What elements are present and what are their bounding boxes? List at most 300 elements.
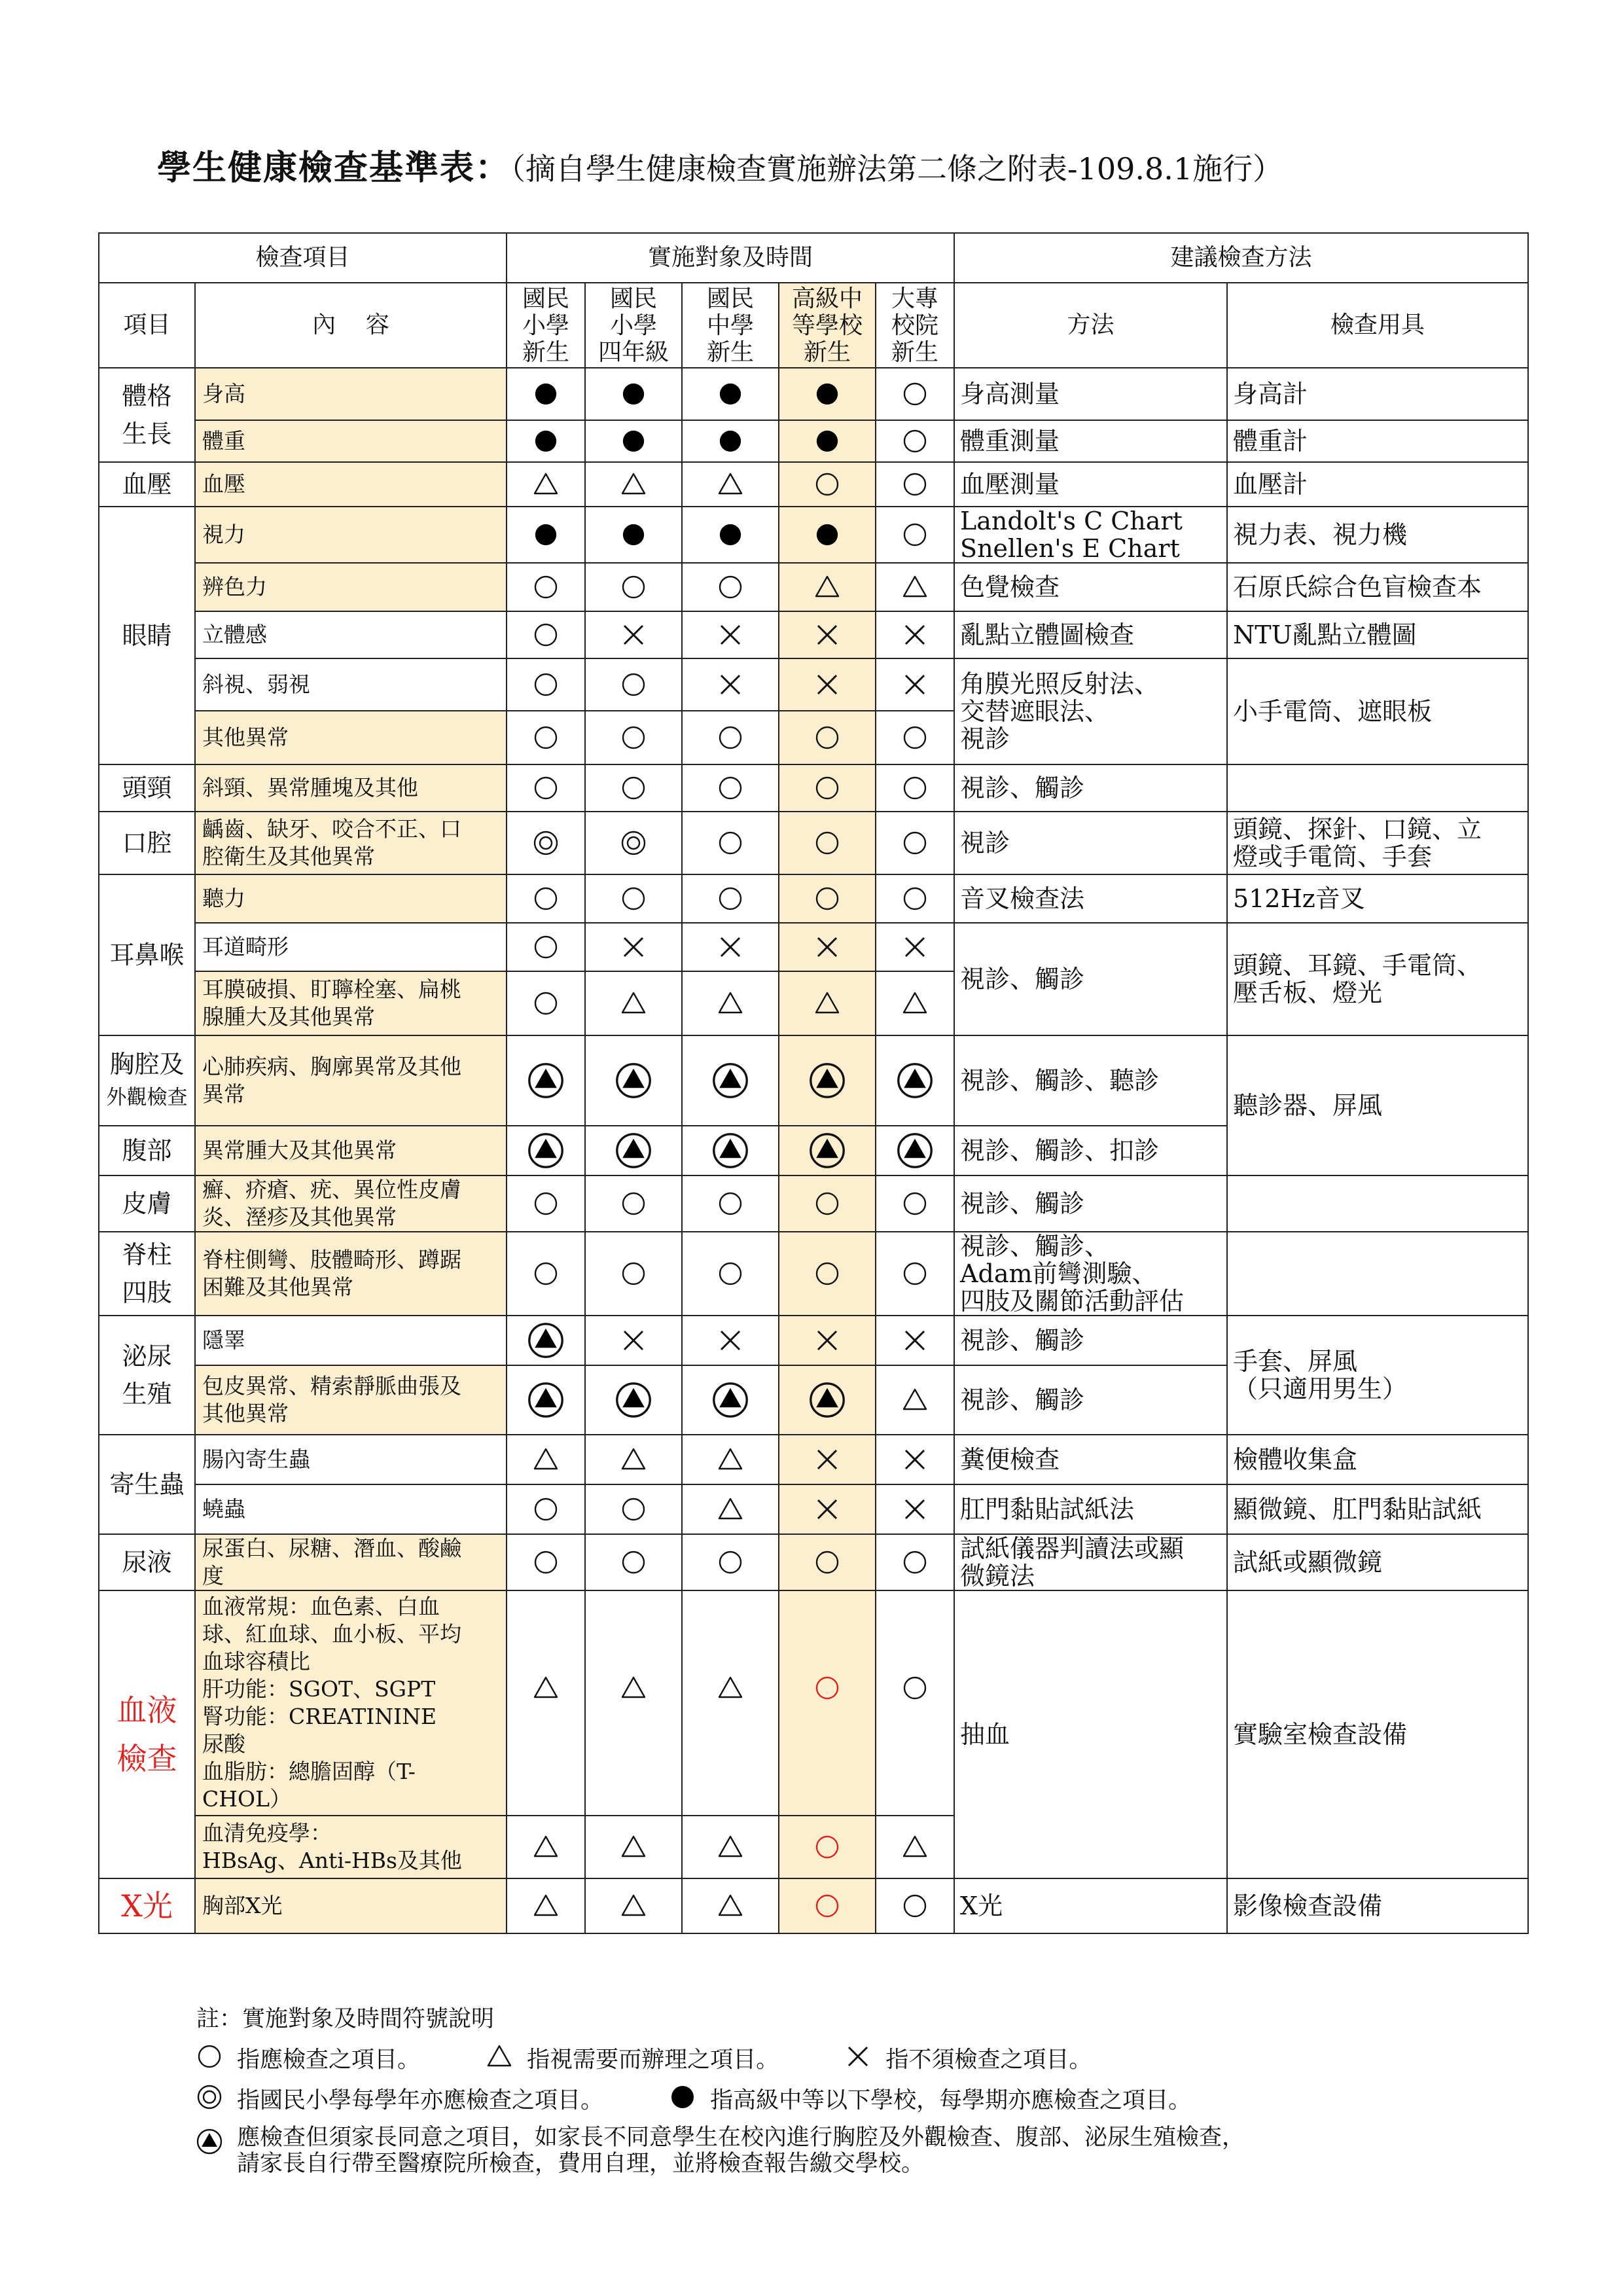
- content-cell: [195, 462, 507, 507]
- mark-cell: [507, 420, 585, 462]
- mark-cell: [507, 764, 585, 812]
- mark-cell: [585, 658, 682, 711]
- triangle-icon: [814, 574, 840, 600]
- open-circle-icon: [717, 1549, 743, 1575]
- content-line: 腎功能：CREATININE: [202, 1704, 437, 1729]
- mark-cell: [682, 1316, 779, 1365]
- triangle-icon: [717, 1496, 743, 1522]
- double-circle-icon: [533, 830, 559, 856]
- triangle-icon: [533, 1675, 559, 1701]
- filled-circle-icon: [621, 382, 646, 406]
- mark-cell: [682, 1878, 779, 1933]
- category-line: 血液: [116, 1693, 177, 1728]
- triangle-in-circle-icon: [527, 1322, 564, 1359]
- open-circle-icon: [533, 1549, 559, 1575]
- mark-cell: [682, 874, 779, 923]
- mark-cell: [876, 1484, 954, 1534]
- content-line: 炎、溼疹及其他異常: [202, 1204, 397, 1230]
- mark-cell: [585, 1590, 682, 1816]
- mark-cell: [682, 1816, 779, 1878]
- open-circle-icon: [902, 886, 928, 912]
- triangle-in-circle-icon: [527, 1062, 564, 1099]
- title-source: （摘自學生健康檢查實施辦法第二條之附表-109.8.1施行）: [510, 151, 1283, 187]
- content-line: 斜視、弱視: [202, 672, 310, 697]
- open-circle-icon: [533, 725, 559, 751]
- open-circle-icon: [902, 1261, 928, 1287]
- method-line: 視診、觸診、: [960, 1232, 1110, 1261]
- open-circle-icon: [533, 990, 559, 1016]
- mark-cell: [779, 658, 876, 711]
- method-cell: [954, 563, 1227, 611]
- triangle-icon: [814, 990, 840, 1016]
- mark-cell: [876, 1365, 954, 1435]
- header-group-1: [507, 283, 585, 368]
- content-line: HBsAg、Anti-HBs及其他: [202, 1848, 462, 1873]
- mark-cell: [507, 368, 585, 420]
- method-line: 音叉檢查法: [960, 884, 1085, 913]
- open-circle-icon: [533, 1191, 559, 1217]
- method-cell: [954, 1590, 1227, 1878]
- cross-icon: [620, 622, 647, 648]
- mark-cell: [585, 1035, 682, 1126]
- triangle-icon: [717, 1834, 743, 1860]
- triangle-icon: [533, 471, 559, 497]
- mark-cell: [682, 1590, 779, 1816]
- method-line: X光: [960, 1892, 1003, 1920]
- red-circle-icon: [814, 1893, 840, 1919]
- filled-circle-icon: [815, 522, 840, 547]
- mark-cell: [876, 923, 954, 971]
- header-group-3: [682, 283, 779, 368]
- method-cell: [954, 874, 1227, 923]
- mark-cell: [876, 420, 954, 462]
- content-cell: [195, 1035, 507, 1126]
- legend-filled-text: 指高級中等以下學校，每學期亦應檢查之項目。: [710, 2087, 1192, 2114]
- mark-cell: [779, 1590, 876, 1816]
- table-row: [99, 658, 1528, 711]
- triangle-icon: [533, 1893, 559, 1919]
- mark-cell: [682, 711, 779, 764]
- tool-line: 燈或手電筒、手套: [1233, 842, 1433, 871]
- mark-cell: [876, 1590, 954, 1816]
- open-circle-icon: [620, 1261, 647, 1287]
- triangle-in-circle-icon: [615, 1382, 652, 1418]
- double-circle-icon: [196, 2084, 223, 2119]
- mark-cell: [876, 1435, 954, 1484]
- mark-cell: [876, 462, 954, 507]
- content-cell: [195, 971, 507, 1035]
- tool-cell: [1227, 1232, 1528, 1316]
- content-line: 耳膜破損、盯聹栓塞、扁桃: [202, 977, 461, 1002]
- mark-cell: [507, 1232, 585, 1316]
- mark-cell: [876, 1126, 954, 1175]
- mark-cell: [876, 1534, 954, 1590]
- content-cell: [195, 1316, 507, 1365]
- triangle-icon: [620, 1893, 647, 1919]
- open-circle-icon: [902, 1675, 928, 1701]
- mark-cell: [779, 711, 876, 764]
- category-line: 泌尿: [122, 1342, 172, 1371]
- open-circle-icon: [620, 886, 647, 912]
- triangle-in-circle-icon: [897, 1132, 933, 1169]
- triangle-icon: [902, 574, 928, 600]
- category-cell: [99, 1175, 195, 1232]
- table-row: [99, 1878, 1528, 1933]
- cross-icon: [902, 672, 928, 698]
- mark-cell: [779, 1534, 876, 1590]
- mark-cell: [779, 1316, 876, 1365]
- open-circle-icon: [717, 1261, 743, 1287]
- mark-cell: [682, 462, 779, 507]
- content-line: 肝功能：SGOT、SGPT: [202, 1676, 436, 1702]
- content-line: 血壓: [202, 471, 245, 497]
- open-circle-icon: [533, 1261, 559, 1287]
- table-row: [99, 923, 1528, 971]
- category-line: 頭頸: [122, 774, 172, 802]
- triangle-icon: [717, 471, 743, 497]
- mark-cell: [585, 462, 682, 507]
- mark-cell: [507, 1435, 585, 1484]
- mark-cell: [876, 1878, 954, 1933]
- mark-cell: [507, 563, 585, 611]
- method-line: 視診、觸診: [960, 1189, 1085, 1218]
- content-line: 尿酸: [202, 1731, 245, 1757]
- tool-line: 石原氏綜合色盲檢查本: [1233, 573, 1482, 601]
- cross-icon: [814, 622, 840, 648]
- tool-cell: [1227, 420, 1528, 462]
- header-group-line: 國民: [707, 285, 755, 312]
- mark-cell: [876, 764, 954, 812]
- open-circle-icon: [620, 672, 647, 698]
- content-cell: [195, 764, 507, 812]
- mark-cell: [585, 971, 682, 1035]
- open-circle-icon: [902, 381, 928, 407]
- content-cell: [195, 1878, 507, 1933]
- mark-cell: [779, 1035, 876, 1126]
- open-circle-icon: [533, 775, 559, 801]
- mark-cell: [876, 971, 954, 1035]
- method-line: Landolt's C Chart: [960, 507, 1183, 535]
- table-row: [99, 368, 1528, 420]
- mark-cell: [507, 812, 585, 874]
- content-cell: [195, 923, 507, 971]
- method-line: 視診、觸診: [960, 965, 1085, 994]
- content-cell: [195, 874, 507, 923]
- method-cell: [954, 658, 1227, 764]
- header-suggested-method: 建議檢查方法: [954, 233, 1528, 283]
- triangle-in-circle-icon: [527, 1132, 564, 1169]
- category-cell: [99, 507, 195, 764]
- header-group-line: 小學: [522, 312, 570, 339]
- mark-cell: [507, 1484, 585, 1534]
- content-line: 耳道畸形: [202, 934, 289, 960]
- content-cell: [195, 420, 507, 462]
- mark-cell: [507, 1590, 585, 1816]
- method-line: 角膜光照反射法、: [960, 670, 1160, 698]
- table-row: [99, 874, 1528, 923]
- open-circle-icon: [902, 471, 928, 497]
- mark-cell: [779, 1816, 876, 1878]
- legend-tri-circle-text-1: 應檢查但須家長同意之項目，如家長不同意學生在校內進行胸腔及外觀檢查、腹部、泌尿生殖檢查，: [237, 2125, 1245, 2151]
- mark-cell: [507, 1316, 585, 1365]
- tool-cell: [1227, 611, 1528, 658]
- open-circle-icon: [533, 1496, 559, 1522]
- content-cell: [195, 1484, 507, 1534]
- open-circle-icon: [814, 1261, 840, 1287]
- mark-cell: [682, 611, 779, 658]
- header-group-4: [779, 283, 876, 368]
- triangle-in-circle-icon: [527, 1382, 564, 1418]
- mark-cell: [876, 563, 954, 611]
- method-cell: [954, 1484, 1227, 1534]
- category-cell: [99, 368, 195, 462]
- mark-cell: [585, 611, 682, 658]
- content-line: 視力: [202, 522, 245, 547]
- mark-cell: [585, 1232, 682, 1316]
- mark-cell: [507, 1534, 585, 1590]
- tool-cell: [1227, 462, 1528, 507]
- triangle-icon: [902, 1387, 928, 1413]
- method-line: 視診、觸診: [960, 1326, 1085, 1355]
- content-cell: [195, 507, 507, 563]
- triangle-icon: [717, 990, 743, 1016]
- method-line: 交替遮眼法、: [960, 697, 1110, 726]
- table-row: [99, 1316, 1528, 1365]
- filled-circle-icon: [533, 429, 558, 454]
- tool-cell: [1227, 812, 1528, 874]
- method-cell: [954, 1126, 1227, 1175]
- filled-circle-icon: [718, 382, 743, 406]
- filled-circle-icon: [533, 382, 558, 406]
- cross-icon: [902, 1446, 928, 1473]
- tool-line: 視力表、視力機: [1233, 520, 1408, 549]
- mark-cell: [779, 1175, 876, 1232]
- mark-cell: [682, 764, 779, 812]
- content-line: 包皮異常、精索靜脈曲張及: [202, 1373, 461, 1399]
- mark-cell: [779, 1484, 876, 1534]
- table-row: [99, 764, 1528, 812]
- category-line: 眼睛: [122, 621, 172, 650]
- open-circle-icon: [717, 775, 743, 801]
- method-line: 試紙儀器判讀法或顯: [960, 1534, 1185, 1563]
- open-circle-icon: [620, 1496, 647, 1522]
- table-row: [99, 507, 1528, 563]
- method-line: 糞便檢查: [960, 1445, 1060, 1474]
- mark-cell: [779, 507, 876, 563]
- method-line: 四肢及關節活動評估: [960, 1287, 1185, 1316]
- mark-cell: [585, 420, 682, 462]
- tool-cell: [1227, 563, 1528, 611]
- open-circle-icon: [717, 574, 743, 600]
- legend-heading: 註：實施對象及時間符號說明: [196, 2006, 495, 2032]
- mark-cell: [585, 1484, 682, 1534]
- open-circle-icon: [533, 672, 559, 698]
- cross-icon: [902, 1496, 928, 1522]
- mark-cell: [682, 1435, 779, 1484]
- method-cell: [954, 764, 1227, 812]
- category-line: 皮膚: [122, 1189, 172, 1218]
- mark-cell: [779, 563, 876, 611]
- method-cell: [954, 611, 1227, 658]
- mark-cell: [779, 1126, 876, 1175]
- content-cell: [195, 1365, 507, 1435]
- mark-cell: [682, 1035, 779, 1126]
- cross-icon: [814, 934, 840, 960]
- triangle-in-circle-icon: [196, 2128, 223, 2164]
- method-cell: [954, 368, 1227, 420]
- open-circle-icon: [620, 1549, 647, 1575]
- content-line: 球、紅血球、血小板、平均: [202, 1621, 461, 1647]
- open-circle-icon: [902, 522, 928, 548]
- content-line: 其他異常: [202, 1401, 289, 1426]
- mark-cell: [779, 923, 876, 971]
- header-group-line: 新生: [707, 338, 755, 366]
- red-circle-icon: [814, 1834, 840, 1860]
- mark-cell: [779, 764, 876, 812]
- triangle-icon: [533, 1446, 559, 1473]
- header-row-1: [99, 233, 1528, 283]
- mark-cell: [876, 1232, 954, 1316]
- tool-line: 512Hz音叉: [1233, 884, 1365, 913]
- content-line: 尿蛋白、尿糖、潛血、酸鹼: [202, 1535, 461, 1561]
- header-group-5: [876, 283, 954, 368]
- category-line: 腹部: [122, 1136, 172, 1165]
- triangle-icon: [902, 990, 928, 1016]
- triangle-in-circle-icon: [712, 1062, 749, 1099]
- content-cell: [195, 611, 507, 658]
- cross-icon: [902, 1327, 928, 1354]
- method-line: 視診、觸診: [960, 1386, 1085, 1414]
- tool-cell: [1227, 1435, 1528, 1484]
- tool-line: 聽診器、屏風: [1233, 1091, 1383, 1120]
- triangle-icon: [620, 1834, 647, 1860]
- mark-cell: [779, 462, 876, 507]
- method-cell: [954, 1175, 1227, 1232]
- content-line: 齲齒、缺牙、咬合不正、口: [202, 816, 461, 842]
- mark-cell: [507, 874, 585, 923]
- legend-circle-text: 指應檢查之項目。: [237, 2047, 421, 2073]
- open-circle-icon: [533, 574, 559, 600]
- mark-cell: [876, 368, 954, 420]
- legend-line-3: [196, 2125, 1245, 2190]
- table-row: [99, 563, 1528, 611]
- filled-circle-icon: [815, 382, 840, 406]
- category-cell: [99, 1534, 195, 1590]
- tool-cell: [1227, 1175, 1528, 1232]
- content-cell: [195, 1435, 507, 1484]
- mark-cell: [507, 611, 585, 658]
- category-cell: [99, 1316, 195, 1435]
- triangle-icon: [486, 2043, 512, 2079]
- mark-cell: [876, 507, 954, 563]
- tool-line: 小手電筒、遮眼板: [1233, 697, 1433, 726]
- method-line: 身高測量: [960, 380, 1060, 408]
- table-row: [99, 1484, 1528, 1534]
- open-circle-icon: [533, 934, 559, 960]
- method-line: 視診、觸診、扣診: [960, 1136, 1160, 1165]
- category-line: 胸腔及: [109, 1049, 185, 1079]
- category-line: 體格: [122, 382, 172, 410]
- cross-icon: [717, 672, 743, 698]
- table-row: [99, 812, 1528, 874]
- cross-icon: [814, 672, 840, 698]
- tool-cell: [1227, 1484, 1528, 1534]
- mark-cell: [585, 1816, 682, 1878]
- triangle-icon: [620, 1446, 647, 1473]
- category-line: 脊柱: [122, 1240, 172, 1269]
- open-circle-icon: [620, 1191, 647, 1217]
- tool-line: 體重計: [1233, 427, 1308, 456]
- mark-cell: [682, 1484, 779, 1534]
- category-line: 尿液: [122, 1548, 172, 1577]
- mark-cell: [507, 923, 585, 971]
- tool-cell: [1227, 1316, 1528, 1435]
- category-cell: [99, 812, 195, 874]
- content-line: 辨色力: [202, 574, 267, 600]
- mark-cell: [779, 1232, 876, 1316]
- method-cell: [954, 1035, 1227, 1126]
- mark-cell: [876, 1175, 954, 1232]
- content-line: 異常腫大及其他異常: [202, 1138, 397, 1163]
- legend-line-1: [196, 2043, 1245, 2084]
- open-circle-icon: [814, 830, 840, 856]
- method-cell: [954, 1435, 1227, 1484]
- tool-cell: [1227, 1590, 1528, 1878]
- open-circle-icon: [620, 725, 647, 751]
- open-circle-icon: [620, 775, 647, 801]
- tool-line: 實驗室檢查設備: [1233, 1720, 1408, 1749]
- header-group-line: 大專: [891, 285, 939, 312]
- content-line: 困難及其他異常: [202, 1274, 353, 1300]
- header-group-line: 等學校: [792, 312, 863, 339]
- tool-line: 身高計: [1233, 380, 1308, 408]
- mark-cell: [682, 1175, 779, 1232]
- mark-cell: [585, 1534, 682, 1590]
- open-circle-icon: [717, 830, 743, 856]
- mark-cell: [876, 658, 954, 711]
- triangle-icon: [902, 1834, 928, 1860]
- table-row: [99, 611, 1528, 658]
- content-line: 心肺疾病、胸廓異常及其他: [202, 1054, 461, 1079]
- header-tool: 檢查用具: [1227, 283, 1528, 368]
- header-group-line: 新生: [891, 338, 939, 366]
- content-cell: [195, 1534, 507, 1590]
- header-row-2: [99, 283, 1528, 368]
- content-cell: [195, 1590, 507, 1816]
- category-cell: [99, 1590, 195, 1878]
- method-line: Snellen's E Chart: [960, 534, 1180, 563]
- open-circle-icon: [814, 725, 840, 751]
- mark-cell: [507, 462, 585, 507]
- mark-cell: [779, 611, 876, 658]
- content-line: 血液常規：血色素、白血: [202, 1594, 440, 1619]
- mark-cell: [507, 971, 585, 1035]
- open-circle-icon: [902, 1549, 928, 1575]
- open-circle-icon: [902, 725, 928, 751]
- triangle-in-circle-icon: [809, 1382, 846, 1418]
- category-line: X光: [121, 1888, 173, 1924]
- header-targets-time: 實施對象及時間: [507, 233, 954, 283]
- mark-cell: [876, 1035, 954, 1126]
- mark-cell: [585, 711, 682, 764]
- content-line: 胸部X光: [202, 1893, 283, 1918]
- mark-cell: [876, 1816, 954, 1878]
- filled-circle-icon: [669, 2084, 696, 2119]
- method-line: 抽血: [960, 1720, 1010, 1749]
- header-group-line: 校院: [891, 312, 939, 339]
- content-line: 腸內寄生蟲: [202, 1446, 310, 1472]
- mark-cell: [682, 1126, 779, 1175]
